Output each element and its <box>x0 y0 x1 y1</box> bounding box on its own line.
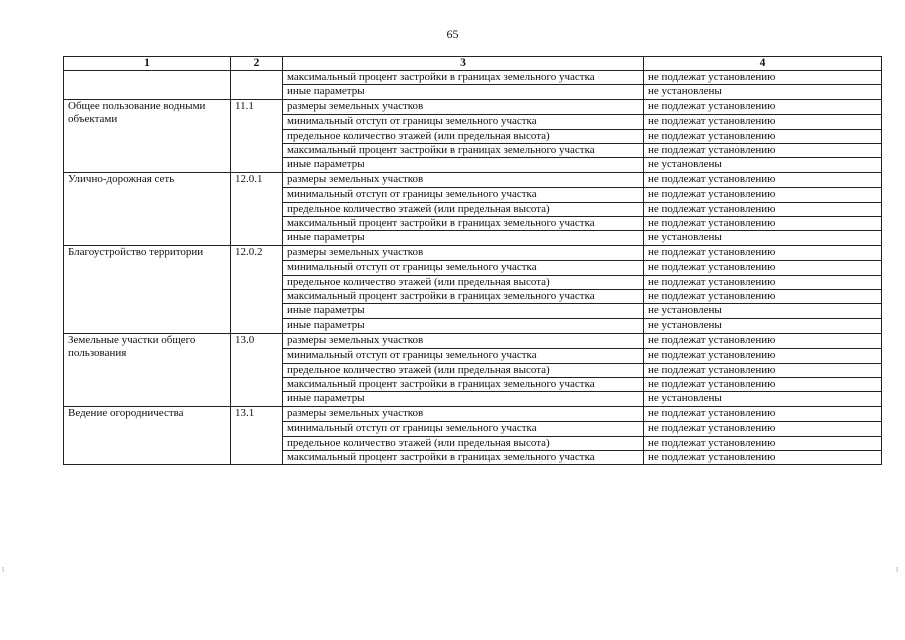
parameter-cell: минимальный отступ от границы земельного участка <box>283 349 644 364</box>
column-header-2: 2 <box>231 57 283 71</box>
value-cell: не установлены <box>644 231 882 246</box>
parameter-cell: минимальный отступ от границы земельного участка <box>283 188 644 203</box>
parameter-cell: иные параметры <box>283 392 644 407</box>
parameter-cell: иные параметры <box>283 304 644 319</box>
value-cell: не подлежат установлению <box>644 100 882 115</box>
value-cell: не установлены <box>644 392 882 407</box>
value-cell: не подлежат установлению <box>644 290 882 304</box>
value-cell: не подлежат установлению <box>644 71 882 85</box>
value-cell: не подлежат установлению <box>644 217 882 231</box>
parameter-cell: иные параметры <box>283 158 644 173</box>
page-number: 65 <box>446 27 459 41</box>
table-header-row <box>64 57 882 71</box>
value-cell: не подлежат установлению <box>644 407 882 422</box>
land-use-name-cell: Общее пользование водными объектами <box>64 100 231 173</box>
land-use-name-cell: Благоустройство территории <box>64 246 231 334</box>
land-use-name-cell: Земельные участки общего пользования <box>64 334 231 407</box>
parameter-cell: иные параметры <box>283 319 644 334</box>
value-cell: не подлежат установлению <box>644 364 882 378</box>
parameter-cell: предельное количество этажей (или предельная высота) <box>283 276 644 290</box>
parameter-cell: предельное количество этажей (или предельная высота) <box>283 364 644 378</box>
parameter-cell: предельное количество этажей (или предельная высота) <box>283 130 644 144</box>
value-cell: не подлежат установлению <box>644 422 882 437</box>
table-row <box>64 246 882 261</box>
parameter-cell: размеры земельных участков <box>283 246 644 261</box>
land-use-code-cell: 13.0 <box>231 334 283 407</box>
value-cell: не подлежат установлению <box>644 203 882 217</box>
value-cell: не подлежат установлению <box>644 261 882 276</box>
table-row <box>64 100 882 115</box>
table-row <box>64 71 882 85</box>
parameter-cell: максимальный процент застройки в границах земельного участка <box>283 144 644 158</box>
left-edge-mark: ⁝ <box>2 566 5 574</box>
value-cell: не подлежат установлению <box>644 188 882 203</box>
value-cell: не установлены <box>644 319 882 334</box>
parameter-cell: размеры земельных участков <box>283 407 644 422</box>
parameter-cell: максимальный процент застройки в границах земельного участка <box>283 217 644 231</box>
land-use-code-cell: 11.1 <box>231 100 283 173</box>
land-use-code-cell: 13.1 <box>231 407 283 465</box>
parameter-cell: максимальный процент застройки в границах земельного участка <box>283 71 644 85</box>
value-cell: не подлежат установлению <box>644 246 882 261</box>
land-use-code-cell: 12.0.2 <box>231 246 283 334</box>
land-use-regulations-table <box>63 56 882 465</box>
parameter-cell: предельное количество этажей (или предельная высота) <box>283 203 644 217</box>
value-cell: не подлежат установлению <box>644 130 882 144</box>
value-cell: не подлежат установлению <box>644 378 882 392</box>
continuation-name-cell <box>64 71 231 100</box>
column-header-3: 3 <box>283 57 644 71</box>
value-cell: не подлежат установлению <box>644 437 882 451</box>
value-cell: не подлежат установлению <box>644 144 882 158</box>
table-row <box>64 173 882 188</box>
parameter-cell: максимальный процент застройки в границах земельного участка <box>283 378 644 392</box>
land-use-name-cell: Улично-дорожная сеть <box>64 173 231 246</box>
table-row <box>64 407 882 422</box>
value-cell: не подлежат установлению <box>644 349 882 364</box>
value-cell: не установлены <box>644 304 882 319</box>
column-header-4: 4 <box>644 57 882 71</box>
parameter-cell: иные параметры <box>283 231 644 246</box>
parameter-cell: размеры земельных участков <box>283 100 644 115</box>
column-header-1: 1 <box>64 57 231 71</box>
value-cell: не подлежат установлению <box>644 334 882 349</box>
value-cell: не подлежат установлению <box>644 115 882 130</box>
parameter-cell: минимальный отступ от границы земельного участка <box>283 422 644 437</box>
value-cell: не установлены <box>644 158 882 173</box>
parameter-cell: максимальный процент застройки в границах земельного участка <box>283 451 644 465</box>
table-row <box>64 334 882 349</box>
land-use-code-cell: 12.0.1 <box>231 173 283 246</box>
parameter-cell: минимальный отступ от границы земельного участка <box>283 115 644 130</box>
value-cell: не подлежат установлению <box>644 451 882 465</box>
parameter-cell: минимальный отступ от границы земельного участка <box>283 261 644 276</box>
land-use-name-cell: Ведение огородничества <box>64 407 231 465</box>
value-cell: не подлежат установлению <box>644 276 882 290</box>
value-cell: не установлены <box>644 85 882 100</box>
parameter-cell: размеры земельных участков <box>283 173 644 188</box>
continuation-code-cell <box>231 71 283 100</box>
parameter-cell: предельное количество этажей (или предельная высота) <box>283 437 644 451</box>
parameter-cell: максимальный процент застройки в границах земельного участка <box>283 290 644 304</box>
parameter-cell: размеры земельных участков <box>283 334 644 349</box>
parameter-cell: иные параметры <box>283 85 644 100</box>
value-cell: не подлежат установлению <box>644 173 882 188</box>
right-edge-mark: ⁝ <box>896 566 899 574</box>
